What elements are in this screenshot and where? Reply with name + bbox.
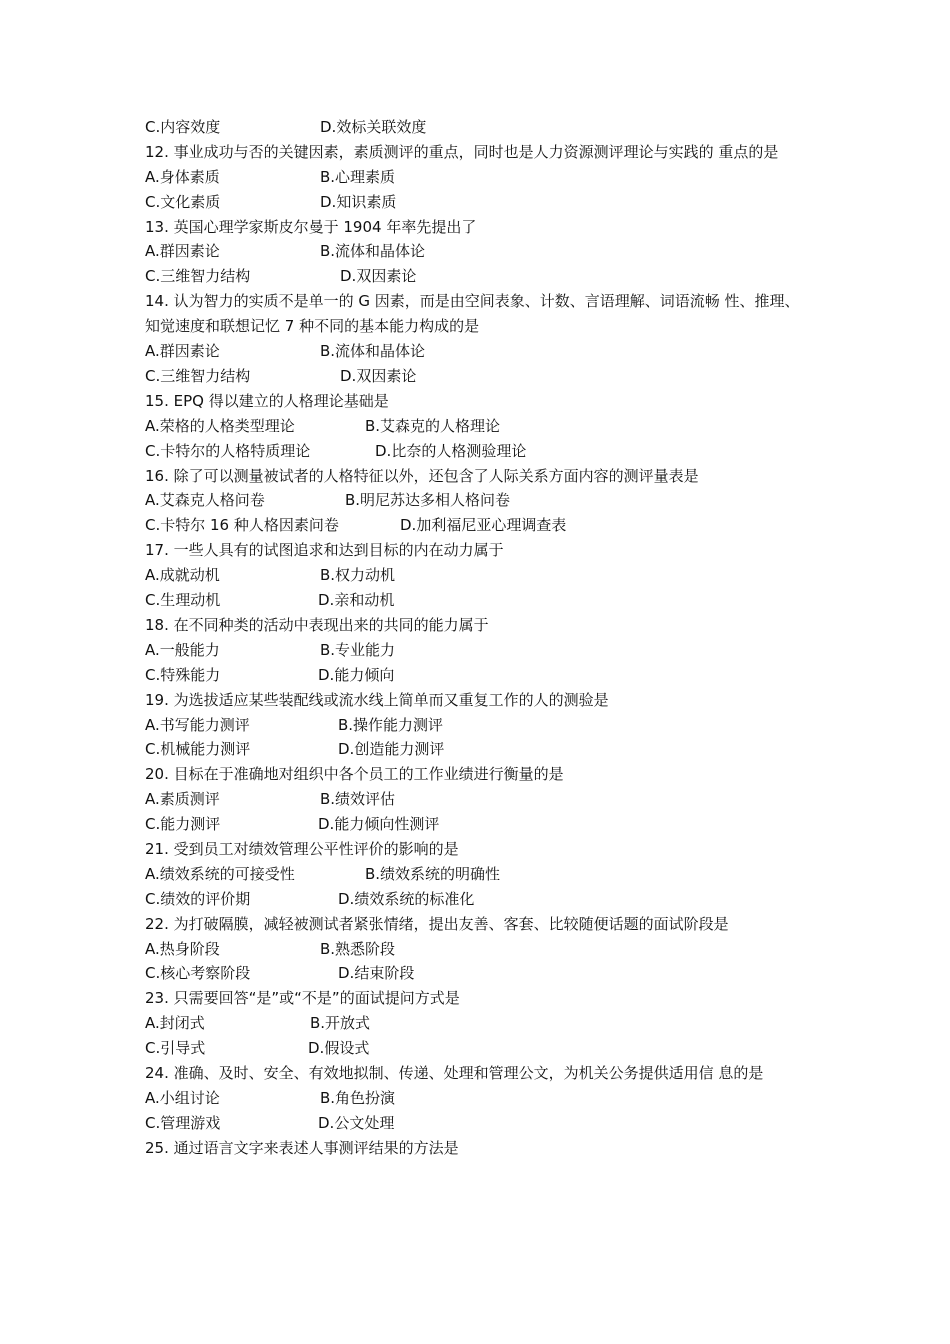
option-right: B.明尼苏达多相人格问卷: [345, 491, 511, 510]
option-left: A.小组讨论: [145, 1088, 220, 1107]
option-left: A.封闭式: [145, 1014, 205, 1033]
option-left: A.一般能力: [145, 640, 220, 659]
option-row: [145, 713, 810, 738]
question-stem: 17. 一些人具有的试图追求和达到目标的内在动力属于: [145, 541, 504, 560]
option-right: B.熟悉阶段: [320, 939, 396, 958]
option-row: [145, 862, 810, 887]
option-row: [145, 239, 810, 264]
option-row: [145, 190, 810, 215]
option-row: [145, 165, 810, 190]
option-right: D.亲和动机: [318, 591, 395, 610]
question-stem: 12. 事业成功与否的关键因素，素质测评的重点，同时也是人力资源测评理论与实践的 重点的是: [145, 142, 779, 161]
option-left: C.生理动机: [145, 591, 221, 610]
option-right: D.能力倾向: [318, 665, 395, 684]
option-left: C.特殊能力: [145, 665, 221, 684]
option-left: A.群因素论: [145, 342, 220, 361]
option-left: A.绩效系统的可接受性: [145, 864, 295, 883]
option-right: D.假设式: [308, 1039, 370, 1058]
question-stem: 19. 为选拔适应某些装配线或流水线上简单而又重复工作的人的测验是: [145, 690, 609, 709]
option-right: D.公文处理: [318, 1113, 395, 1132]
option-left: C.机械能力测评: [145, 740, 251, 759]
option-right: B.绩效评估: [320, 790, 396, 809]
option-right: B.绩效系统的明确性: [365, 864, 501, 883]
option-left: A.艾森克人格问卷: [145, 491, 265, 510]
option-right: D.双因素论: [340, 267, 417, 286]
question-stem: 25. 通过语言文字来表述人事测评结果的方法是: [145, 1138, 459, 1157]
option-row: [145, 1111, 810, 1136]
option-left: A.热身阶段: [145, 939, 220, 958]
option-right: B.角色扮演: [320, 1088, 396, 1107]
option-row: [145, 1011, 810, 1036]
option-right: D.绩效系统的标准化: [338, 889, 475, 908]
question-stem: 21. 受到员工对绩效管理公平性评价的影响的是: [145, 839, 459, 858]
option-right: D.加利福尼亚心理调查表: [400, 516, 567, 535]
option-left: C.三维智力结构: [145, 267, 251, 286]
option-left: A.荣格的人格类型理论: [145, 416, 295, 435]
option-right: B.权力动机: [320, 566, 396, 585]
option-row: [145, 1036, 810, 1061]
option-row: [145, 588, 810, 613]
option-right: B.开放式: [310, 1014, 371, 1033]
option-row: [145, 663, 810, 688]
question-stem: 20. 目标在于准确地对组织中各个员工的工作业绩进行衡量的是: [145, 765, 564, 784]
option-left: A.群因素论: [145, 242, 220, 261]
option-left: A.书写能力测评: [145, 715, 250, 734]
option-left: C.绩效的评价期: [145, 889, 251, 908]
option-left: C.卡特尔的人格特质理论: [145, 441, 311, 460]
option-left: C.内容效度: [145, 118, 221, 136]
option-left: C.卡特尔 16 种人格因素问卷: [145, 516, 339, 535]
option-right: B.流体和晶体论: [320, 342, 426, 361]
question-stem: 22. 为打破隔膜，减轻被测试者紧张情绪，提出友善、客套、比较随便话题的面试阶段是: [145, 914, 729, 933]
question-stem: 14. 认为智力的实质不是单一的 G 因素，而是由空间表象、计数、言语理解、词语流畅 性、推理、知觉速度和联想记忆 7 种不同的基本能力构成的是: [145, 292, 800, 336]
option-row: [145, 563, 810, 588]
option-right: D.创造能力测评: [338, 740, 445, 759]
option-left: A.成就动机: [145, 566, 220, 585]
question-stem: 16. 除了可以测量被试者的人格特征以外，还包含了人际关系方面内容的测评量表是: [145, 466, 699, 485]
option-row: [145, 115, 810, 140]
option-right: B.艾森克的人格理论: [365, 416, 501, 435]
question-stem: 18. 在不同种类的活动中表现出来的共同的能力属于: [145, 615, 489, 634]
option-left: C.核心考察阶段: [145, 964, 251, 983]
option-row: [145, 937, 810, 962]
option-row: [145, 737, 810, 762]
option-right: B.心理素质: [320, 167, 396, 186]
option-row: [145, 787, 810, 812]
option-right: B.操作能力测评: [338, 715, 444, 734]
question-stem: 23. 只需要回答“是”或“不是”的面试提问方式是: [145, 989, 460, 1008]
document-body: [145, 115, 810, 1161]
option-left: C.三维智力结构: [145, 366, 251, 385]
option-row: [145, 1086, 810, 1111]
option-right: D.结束阶段: [338, 964, 415, 983]
option-right: B.流体和晶体论: [320, 242, 426, 261]
option-row: [145, 339, 810, 364]
question-stem: 13. 英国心理学家斯皮尔曼于 1904 年率先提出了: [145, 217, 477, 236]
option-right: D.比奈的人格测验理论: [375, 441, 527, 460]
option-row: [145, 961, 810, 986]
option-left: C.能力测评: [145, 815, 221, 834]
option-left: A.身体素质: [145, 167, 220, 186]
option-row: [145, 264, 810, 289]
option-left: A.素质测评: [145, 790, 220, 809]
option-row: [145, 638, 810, 663]
option-row: [145, 364, 810, 389]
option-row: [145, 488, 810, 513]
option-left: C.引导式: [145, 1039, 206, 1058]
option-row: [145, 887, 810, 912]
option-right: D.双因素论: [340, 366, 417, 385]
option-right: B.专业能力: [320, 640, 396, 659]
question-stem: 15. EPQ 得以建立的人格理论基础是: [145, 391, 389, 410]
option-row: [145, 513, 810, 538]
option-right: D.能力倾向性测评: [318, 815, 440, 834]
option-right: D.效标关联效度: [320, 118, 427, 136]
option-left: C.文化素质: [145, 192, 221, 211]
option-right: D.知识素质: [320, 192, 397, 211]
option-row: [145, 812, 810, 837]
question-stem: 24. 准确、及时、安全、有效地拟制、传递、处理和管理公文，为机关公务提供适用信 息的是: [145, 1064, 764, 1083]
option-left: C.管理游戏: [145, 1113, 221, 1132]
option-row: [145, 439, 810, 464]
option-row: [145, 414, 810, 439]
